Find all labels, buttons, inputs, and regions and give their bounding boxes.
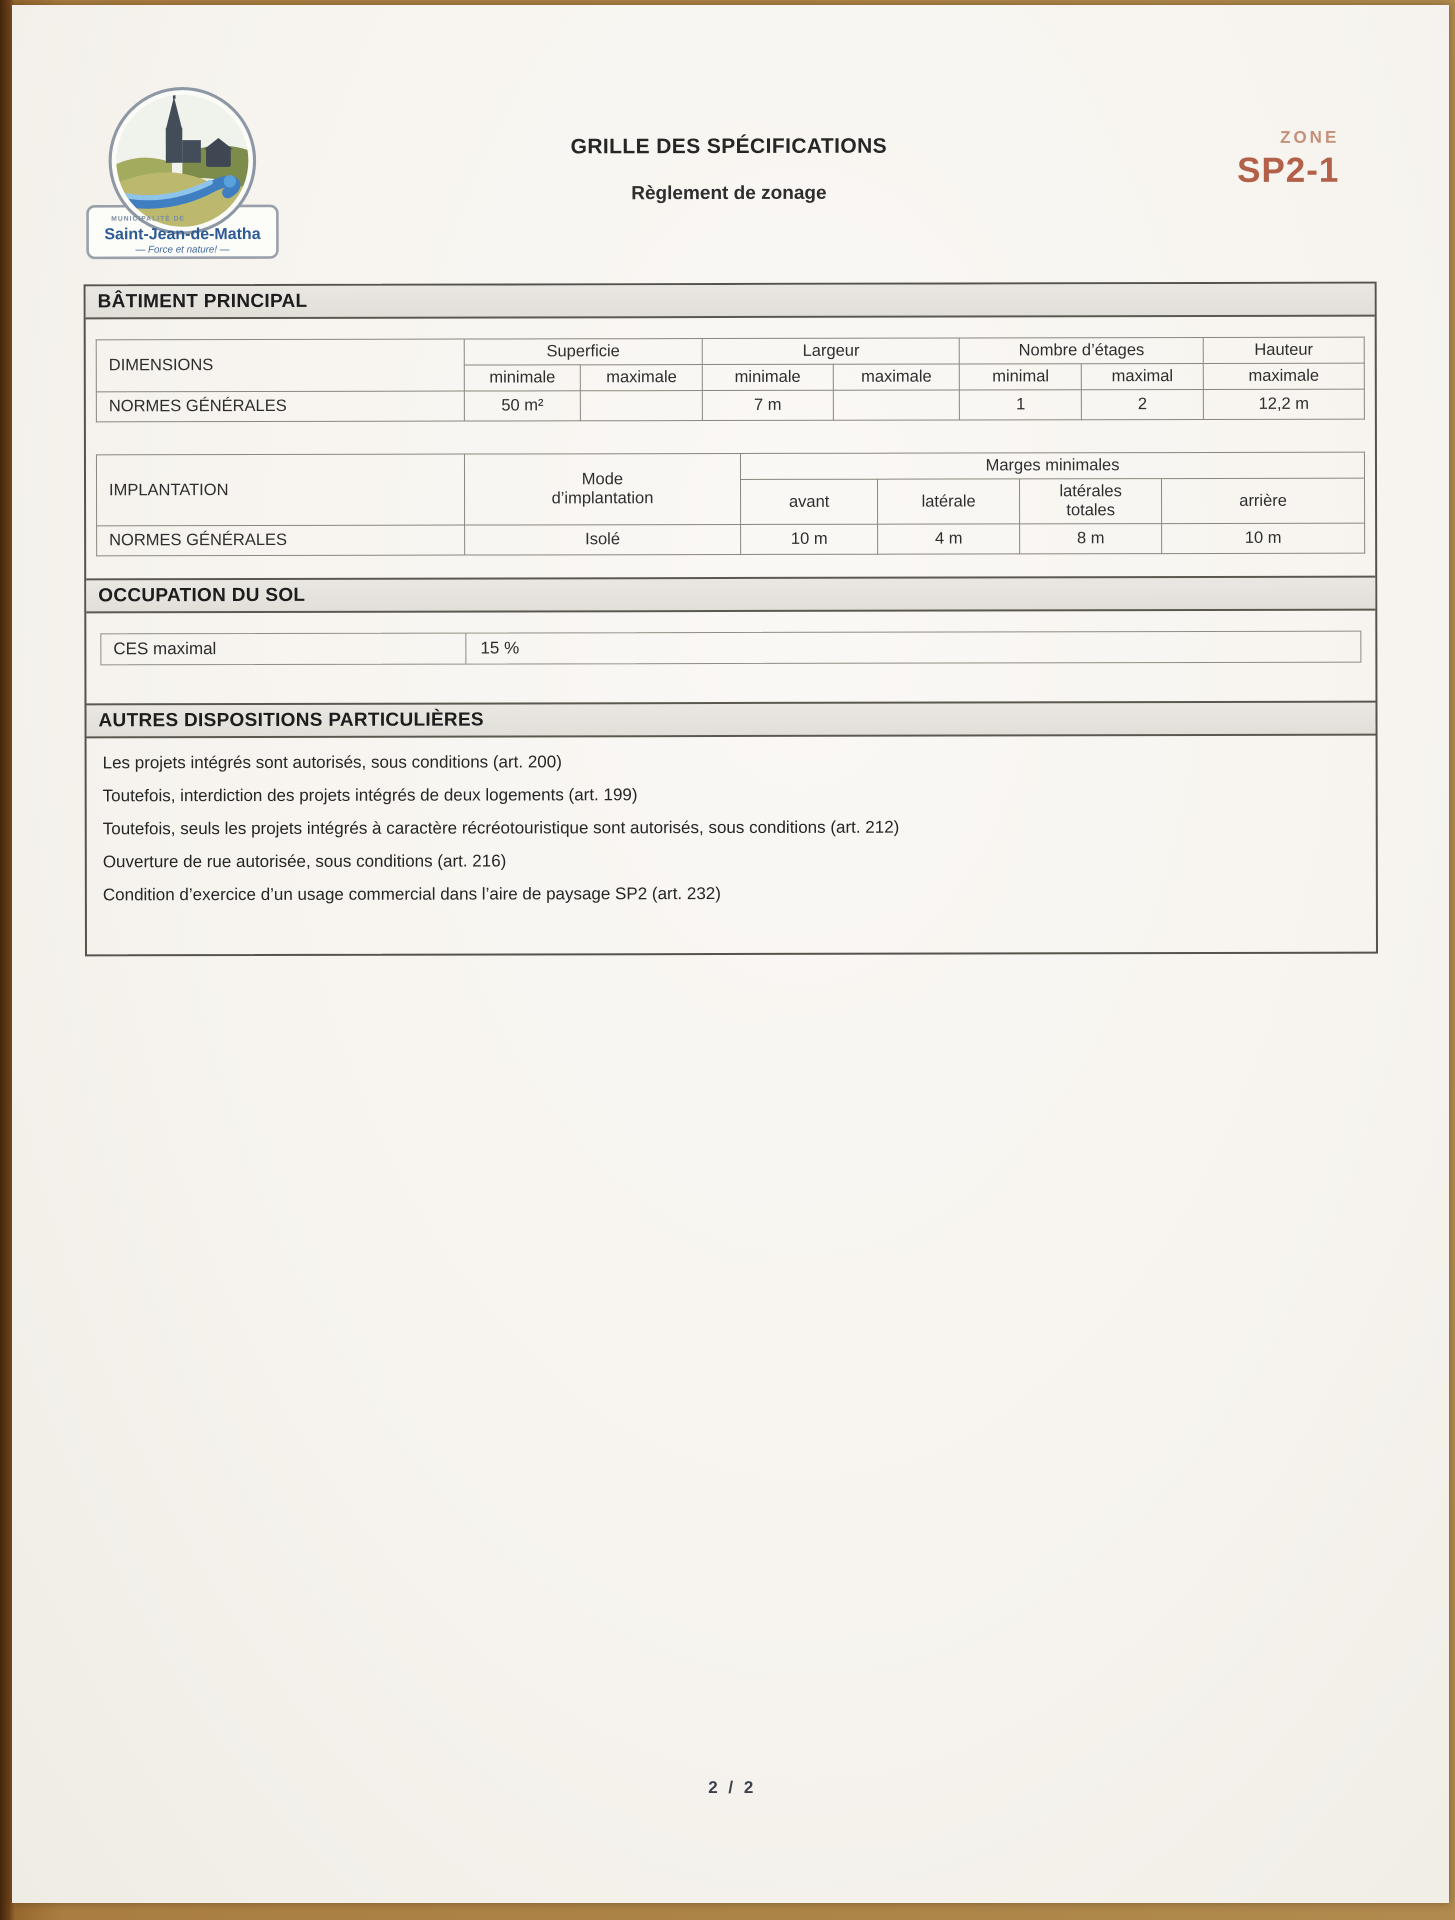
value-cell: 10 m (1162, 523, 1365, 553)
ces-label: CES maximal (101, 634, 466, 665)
group-header-marges: Marges minimales (741, 452, 1365, 479)
value-cell (581, 391, 703, 421)
column-header: avant (741, 479, 878, 524)
provision-item: Ouverture de rue autorisée, sous conditions (art. 216) (102, 851, 507, 872)
batiment-tables (86, 317, 1375, 557)
value-cell (833, 390, 960, 420)
dimensions-table (96, 337, 1365, 423)
value-cell: Isolé (464, 524, 740, 555)
specification-grid (84, 282, 1378, 957)
ces-row (100, 631, 1361, 666)
logo-municipality-name: Saint-Jean-de-Matha (104, 225, 261, 244)
column-header: minimale (464, 365, 581, 391)
mode-line1: Mode (581, 470, 624, 489)
section-header-occupation: OCCUPATION DU SOL (86, 576, 1375, 614)
provisions-list (87, 736, 1376, 908)
provision-item: Toutefois, interdiction des projets intégrés de deux logements (art. 199) (102, 785, 638, 806)
group-header-etages: Nombre d’étages (960, 338, 1203, 365)
page-title: GRILLE DES SPÉCIFICATIONS (570, 134, 888, 159)
ces-value: 15 % (480, 638, 520, 658)
column-header (1020, 479, 1162, 524)
value-cell: 10 m (741, 524, 878, 554)
mode-line2: d’implantation (551, 489, 654, 508)
column-header-mode (464, 453, 741, 525)
column-header: arrière (1162, 478, 1365, 523)
column-header: maximale (581, 365, 703, 391)
title-block (10, 133, 1447, 206)
row-header-dimensions: DIMENSIONS (96, 339, 464, 392)
section-header-autres: AUTRES DISPOSITIONS PARTICULIÈRES (86, 701, 1375, 739)
provision-item: Toutefois, seuls les projets intégrés à caractère récréotouristique sont autorisés, sous conditions (art. 212) (102, 817, 900, 839)
group-header-largeur: Largeur (702, 338, 959, 365)
page-subtitle: Règlement de zonage (631, 182, 827, 205)
zone-label: ZONE (1280, 127, 1340, 147)
scanned-page (12, 5, 1449, 1903)
zone-stamp (1237, 128, 1339, 191)
logo-municipality-label: MUNICIPALITÉ DE (111, 215, 185, 223)
column-header: minimal (960, 364, 1082, 390)
group-header-superficie: Superficie (464, 339, 702, 365)
value-cell: 2 (1082, 390, 1204, 420)
value-cell: 4 m (878, 524, 1020, 554)
value-cell: 8 m (1020, 524, 1162, 554)
section-header-batiment: BÂTIMENT PRINCIPAL (86, 284, 1375, 320)
value-cell: 50 m² (464, 391, 581, 421)
column-header: maximale (1203, 363, 1364, 389)
marges-col-line2: totales (1066, 501, 1115, 520)
column-header: latérale (878, 479, 1020, 524)
value-cell: 1 (960, 390, 1082, 420)
marges-col-line1: latérales (1059, 482, 1122, 501)
zone-value: SP2-1 (1237, 150, 1340, 190)
group-header-hauteur: Hauteur (1203, 337, 1364, 363)
column-header: maximale (833, 364, 960, 390)
logo-tagline: — Force et nature! — (135, 244, 230, 256)
row-header-implantation: IMPLANTATION (96, 454, 464, 526)
column-header: maximal (1081, 364, 1203, 390)
page-number: 2 / 2 (708, 1777, 757, 1798)
value-cell: 7 m (702, 390, 833, 420)
row-label-normes-generales: NORMES GÉNÉRALES (96, 391, 464, 422)
document (10, 3, 1451, 1904)
provision-item: Condition d’exercice d’un usage commercial dans l’aire de paysage SP2 (art. 232) (102, 884, 721, 905)
implantation-table (96, 452, 1365, 557)
row-label-normes-generales: NORMES GÉNÉRALES (97, 525, 465, 556)
value-cell: 12,2 m (1203, 389, 1364, 419)
column-header: minimale (702, 364, 833, 390)
provision-item: Les projets intégrés sont autorisés, sous conditions (art. 200) (102, 752, 562, 773)
